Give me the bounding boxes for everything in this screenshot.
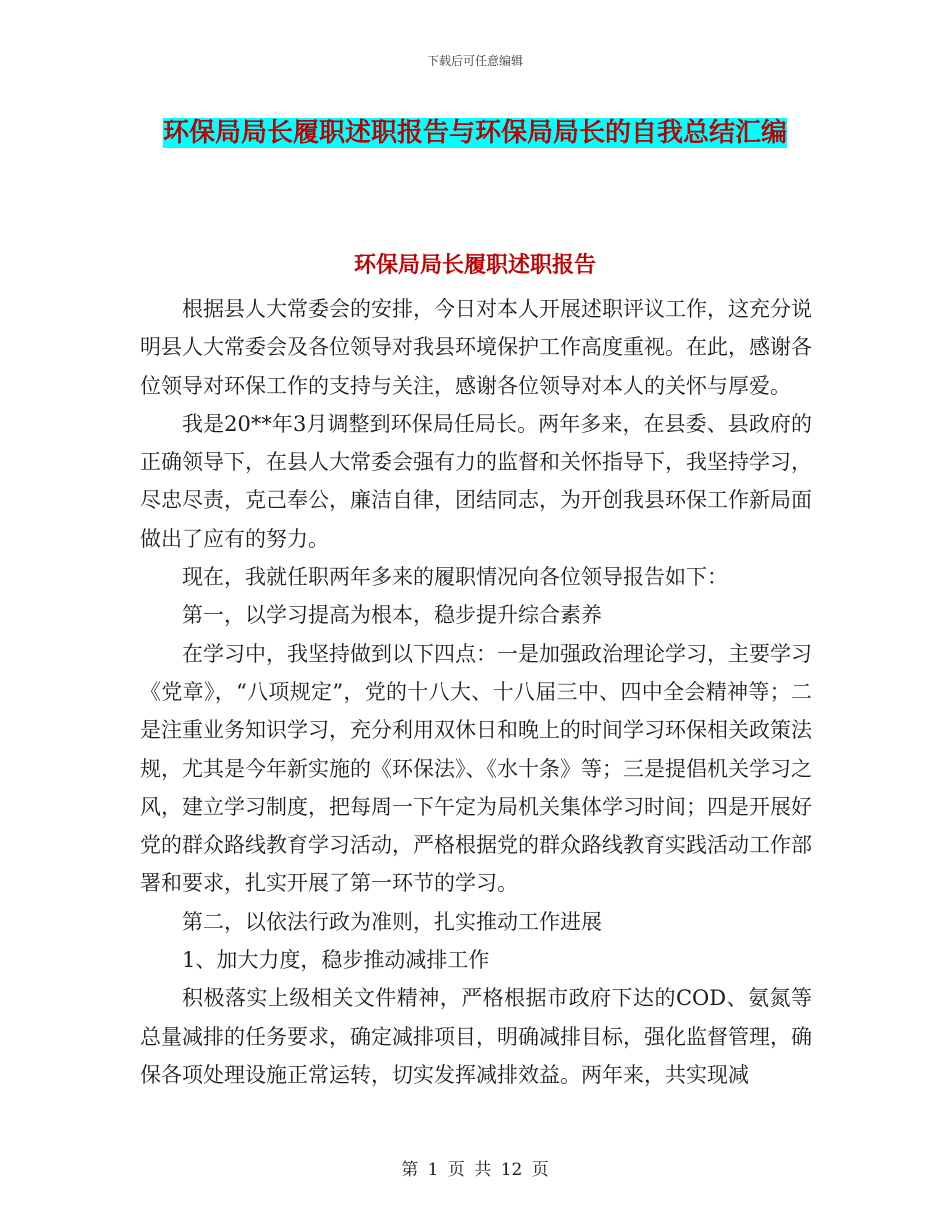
page-header-note: 下载后可任意编辑 (426, 54, 523, 68)
section-title: 环保局局长履职述职报告 (353, 253, 596, 278)
paragraph: 积极落实上级相关文件精神，严格根据市政府下达的COD、氨氮等总量减排的任务要求，确定减排项目，明确减排目标，强化监督管理，确保各项处理设施正常运转，切实发挥减排效益。两年来，共实现减 (140, 986, 812, 1087)
paragraph: 现在，我就任职两年多来的履职情况向各位领导报告如下： (182, 565, 728, 590)
paragraph-heading: 第一，以学习提高为根本，稳步提升综合素养 (182, 603, 602, 628)
paragraph: 我是20**年3月调整到环保局任局长。两年多来，在县委、县政府的正确领导下，在县人大常委会强有力的监督和关怀指导下，我坚持学习，尽忠尽责，克己奉公，廉洁自律，团结同志，为开创我县环保工作新局面做出了应有的努力。 (140, 411, 812, 551)
paragraph-subheading: 1、加大力度，稳步推动减排工作 (182, 948, 490, 973)
paragraph-heading: 第二，以依法行政为准则，扎实推动工作进展 (182, 909, 602, 934)
document-body (140, 290, 812, 1094)
document-title (140, 108, 810, 158)
document-title-text: 环保局局长履职述职报告与环保局局长的自我总结汇编 (162, 118, 787, 148)
page-number: 第 1 页 共 12 页 (401, 1160, 549, 1180)
paragraph: 在学习中，我坚持做到以下四点：一是加强政治理论学习，主要学习《党章》，“八项规定”，党的十八大、十八届三中、四中全会精神等；二是注重业务知识学习，充分利用双休日和晚上的时间学习环保相关政策法规，尤其是今年新实施的《环保法》、《水十条》等；三是提倡机关学习之风，建立学习制度，把每周一下午定为局机关集体学习时间；四是开展好党的群众路线教育学习活动，严格根据党的群众路线教育实践活动工作部署和要求，扎实开展了第一环节的学习。 (140, 641, 812, 896)
paragraph: 根据县人大常委会的安排，今日对本人开展述职评议工作，这充分说明县人大常委会及各位领导对我县环境保护工作高度重视。在此，感谢各位领导对环保工作的支持与关注，感谢各位领导对本人的关怀与厚爱。 (140, 297, 812, 398)
